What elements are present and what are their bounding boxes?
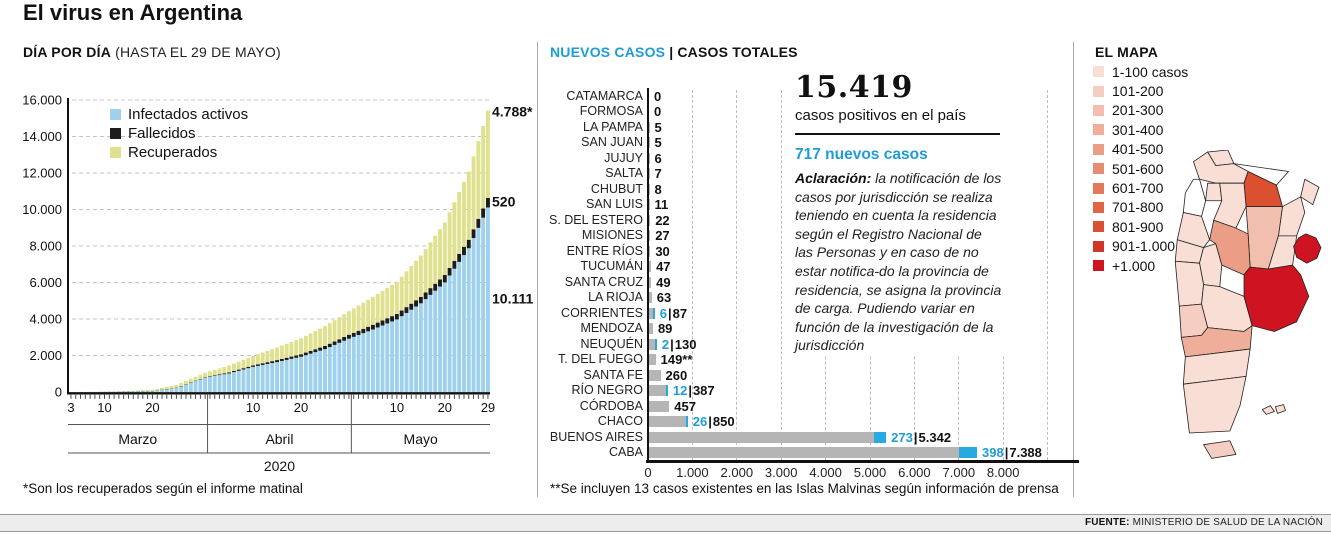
new-cases-bar	[874, 432, 886, 443]
province-misiones	[1301, 179, 1319, 204]
province-label: SANTA CRUZ	[564, 274, 643, 289]
province-label: LA RIOJA	[588, 290, 643, 304]
middle-x-tick-label: 1.000	[676, 465, 709, 480]
argentina-choropleth-map	[1155, 150, 1327, 472]
map-legend-swatch	[1093, 202, 1104, 213]
x-axis-tick-label: 3	[67, 400, 75, 415]
x-gridline	[736, 90, 737, 460]
y-axis-tick-label: 2.000	[29, 348, 62, 363]
map-legend-label: 201-300	[1112, 102, 1164, 119]
new-cases-value: 273	[891, 429, 913, 445]
row-value-label	[656, 259, 670, 274]
row-value-label	[656, 275, 670, 290]
map-panel-heading: EL MAPA	[1095, 44, 1159, 60]
province-label: SAN JUAN	[581, 135, 643, 149]
x-axis-tick-label: 10	[97, 400, 112, 415]
total-cases-bar	[649, 215, 650, 226]
total-cases-bar	[649, 184, 650, 195]
y-axis-tick-label: 8.000	[29, 238, 62, 254]
row-value-label	[666, 368, 688, 383]
total-cases-bar	[649, 432, 874, 443]
middle-heading-new: NUEVOS CASOS	[550, 44, 666, 60]
row-value-label	[661, 352, 693, 367]
province-label: CABA	[608, 445, 643, 459]
province-label: CHUBUT	[590, 181, 643, 196]
total-cases-value: 387	[692, 383, 715, 398]
month-label: Marzo	[118, 431, 158, 447]
map-legend-label: 901-1.000	[1112, 238, 1176, 255]
total-cases-bar	[649, 137, 650, 148]
province-label: ENTRE RÍOS	[566, 243, 643, 258]
map-legend-swatch	[1093, 124, 1104, 135]
row-value-label	[982, 445, 1042, 460]
value-separator: |	[708, 414, 712, 429]
source-bar	[0, 514, 1331, 532]
middle-x-tick-label: 4.000	[809, 465, 842, 480]
x-axis-tick-label: 20	[145, 400, 160, 415]
province-label: SAN LUIS	[586, 197, 643, 211]
row-value-label	[655, 213, 669, 228]
y-axis-tick-label: 10.000	[22, 202, 62, 217]
summary-divider	[795, 133, 1000, 135]
middle-x-axis	[646, 460, 1079, 463]
x-axis-tick-label: 10	[389, 400, 405, 415]
total-cases-value: 11	[654, 197, 669, 212]
new-cases-bar	[655, 339, 657, 350]
total-cases-value: 130	[674, 336, 697, 352]
row-value-label	[693, 414, 735, 429]
map-legend-swatch	[1093, 183, 1104, 194]
map-legend-item	[1093, 120, 1188, 139]
map-legend-label: 101-200	[1112, 83, 1164, 100]
new-cases-value: 26	[692, 414, 708, 429]
total-cases-number: 15.419	[795, 70, 913, 105]
row-value-label	[657, 290, 671, 305]
new-cases-bar	[959, 447, 977, 458]
province-buenos-aires	[1244, 265, 1309, 331]
x-axis-tick-label: 20	[293, 400, 309, 415]
province-tierra-del-fuego	[1204, 441, 1236, 459]
middle-heading-separator: |	[669, 44, 674, 60]
middle-x-tick-label: 0	[644, 465, 652, 480]
map-legend-swatch	[1093, 105, 1104, 116]
new-cases-value: 12	[672, 383, 688, 398]
clarification-note-lead: Aclaración:	[795, 170, 872, 186]
total-cases-bar	[649, 277, 651, 288]
total-cases-value: 6	[654, 150, 662, 166]
province-label: LA PAMPA	[583, 119, 643, 134]
middle-x-tick-label: 2.000	[720, 465, 754, 480]
map-legend-swatch	[1093, 241, 1104, 252]
total-cases-bar	[649, 122, 650, 133]
province-label: NEUQUÉN	[580, 336, 643, 351]
value-separator: |	[668, 305, 672, 321]
total-cases-bar	[649, 168, 650, 179]
row-value-label	[674, 399, 696, 414]
province-corrientes	[1278, 197, 1304, 236]
new-cases-value: 398	[982, 445, 1004, 460]
province-label: MISIONES	[581, 228, 643, 242]
row-value-label	[662, 337, 697, 352]
row-value-label	[655, 228, 669, 243]
row-value-label	[655, 166, 662, 181]
middle-x-tick-label: 5.000	[853, 465, 887, 480]
total-cases-bar	[649, 153, 650, 164]
total-cases-value: 8	[654, 181, 662, 197]
x-axis-tick-label: 10	[245, 400, 261, 415]
total-cases-bar	[649, 354, 656, 365]
province-label: BUENOS AIRES	[549, 429, 643, 444]
total-cases-value: 63	[656, 290, 672, 305]
total-cases-value: 30	[655, 243, 670, 259]
map-legend-label: 601-700	[1112, 180, 1164, 197]
middle-heading-total: CASOS TOTALES	[677, 44, 798, 60]
row-value-label	[655, 120, 662, 135]
left-footnote: *Son los recuperados según el informe matinal	[23, 481, 303, 496]
total-cases-bar	[649, 246, 650, 257]
left-heading-bold: DÍA POR DÍA	[23, 44, 112, 60]
map-legend-label: 701-800	[1112, 199, 1164, 216]
total-cases-value: 0	[654, 88, 662, 104]
total-cases-value: 5.342	[918, 429, 952, 445]
new-cases-bar	[653, 308, 655, 319]
summary-block	[795, 70, 1007, 355]
map-legend-swatch	[1093, 260, 1104, 271]
middle-footnote: **Se incluyen 13 casos existentes en las Islas Malvinas según información de prensa	[550, 481, 1059, 496]
total-cases-value: 5	[654, 135, 662, 150]
source-text: MINISTERIO DE SALUD DE LA NACIÓN	[1129, 517, 1323, 528]
total-cases-value: 89	[657, 321, 673, 336]
total-cases-value: 49	[656, 274, 671, 290]
islas-malvinas-west	[1262, 406, 1274, 415]
row-value-label	[655, 244, 669, 259]
value-separator: |	[670, 336, 674, 352]
total-cases-value: 850	[712, 414, 735, 429]
middle-x-tick-label: 6.000	[898, 465, 931, 480]
total-cases-value: 7	[654, 166, 662, 181]
y-axis-tick-label: 16.000	[22, 92, 62, 108]
map-legend-swatch	[1093, 163, 1104, 174]
province-label: TUCUMÁN	[580, 259, 643, 273]
value-separator: |	[913, 429, 918, 445]
total-cases-value: 457	[674, 398, 696, 414]
row-value-label	[891, 430, 951, 445]
y-axis-tick-label: 0	[54, 384, 62, 400]
total-cases-bar	[649, 230, 650, 241]
province-label: FORMOSA	[579, 104, 643, 118]
islas-malvinas-east	[1275, 405, 1285, 414]
total-cases-bar	[649, 401, 669, 412]
province-label: CÓRDOBA	[579, 398, 643, 413]
total-cases-value: 260	[665, 367, 688, 383]
total-cases-value: 0	[654, 104, 662, 119]
total-cases-bar	[649, 261, 651, 272]
province-label: CATAMARCA	[566, 88, 643, 103]
map-legend-swatch	[1093, 144, 1104, 155]
month-label: Mayo	[403, 431, 438, 447]
row-value-label	[654, 104, 661, 119]
province-label: CHACO	[597, 414, 643, 428]
map-legend-swatch	[1093, 221, 1104, 232]
total-cases-bar	[649, 385, 666, 396]
map-legend-label: 501-600	[1112, 160, 1164, 177]
total-cases-value: 149**	[660, 352, 693, 367]
province-santa-cruz	[1183, 376, 1246, 433]
map-legend-item	[1093, 81, 1188, 100]
series-end-value: 520	[492, 193, 516, 210]
province-label: SALTA	[605, 166, 643, 180]
page-title: El virus en Argentina	[23, 0, 243, 25]
total-cases-bar	[649, 416, 686, 427]
middle-x-tick-label: 8.000	[986, 465, 1020, 480]
x-axis-tick-label: 29	[480, 400, 496, 415]
total-cases-bar	[649, 292, 652, 303]
total-cases-value: 7.388	[1009, 445, 1042, 460]
middle-x-tick-label: 7.000	[942, 465, 976, 480]
row-value-label	[655, 182, 662, 197]
province-label: CORRIENTES	[561, 305, 643, 320]
map-legend-label: +1.000	[1112, 257, 1156, 274]
legend-label: Infectados activos	[128, 106, 249, 123]
map-legend-swatch	[1093, 66, 1104, 77]
province-tucuman	[1206, 183, 1222, 201]
map-legend-item	[1093, 101, 1188, 120]
month-label: Abril	[265, 431, 294, 447]
map-legend-label: 401-500	[1112, 141, 1164, 158]
x-axis-tick-label: 20	[437, 400, 453, 415]
total-cases-caption: casos positivos en el país	[795, 107, 966, 124]
y-axis-tick-label: 12.000	[22, 165, 62, 181]
map-legend-label: 1-100 casos	[1112, 63, 1189, 80]
province-label: SANTA FE	[583, 367, 643, 382]
row-value-label	[655, 135, 662, 150]
total-cases-bar	[649, 370, 661, 381]
value-separator: |	[1004, 445, 1009, 460]
province-catamarca	[1183, 179, 1205, 216]
row-value-label	[655, 197, 669, 212]
total-cases-value: 27	[655, 228, 670, 243]
total-cases-value: 87	[672, 305, 688, 321]
row-value-label	[660, 306, 687, 321]
province-caba-inset	[1294, 234, 1321, 263]
row-value-label	[658, 321, 672, 336]
province-label: T. DEL FUEGO	[558, 352, 643, 366]
map-legend-label: 801-900	[1112, 218, 1164, 235]
total-cases-bar	[649, 199, 650, 210]
total-cases-bar	[649, 447, 959, 458]
new-cases-bar	[666, 385, 668, 396]
source-label: FUENTE:	[1084, 517, 1130, 528]
total-cases-bar	[649, 323, 653, 334]
clarification-note-body: la notificación de los casos por jurisdicción se realiza teniendo en cuenta la residencia según el Registro Nacional de las Personas y en caso de no estar notifica-do la provincia de residencia, se asigna la provincia de carga. Pudiendo variar en función de la investigación de la jurisdicción	[795, 170, 1002, 354]
x-gridline	[781, 90, 782, 460]
map-legend-item	[1093, 62, 1188, 81]
new-cases-bar	[686, 416, 688, 427]
y-axis-tick-label: 6.000	[29, 275, 62, 290]
province-label: RÍO NEGRO	[571, 383, 643, 397]
series-end-value: 10.111	[492, 290, 534, 307]
row-value-label	[673, 383, 715, 398]
middle-x-tick-label: 3.000	[764, 465, 798, 480]
new-cases-label: 717 nuevos casos	[795, 146, 928, 163]
year-label: 2020	[263, 458, 296, 474]
new-cases-value: 6	[659, 305, 668, 321]
x-gridline	[1047, 90, 1048, 460]
new-cases-value: 2	[661, 336, 670, 352]
y-axis-tick-label: 4.000	[29, 311, 62, 327]
total-cases-value: 47	[656, 259, 671, 274]
row-value-label	[655, 151, 662, 166]
legend-label: Recuperados	[128, 144, 218, 161]
total-cases-value: 22	[655, 212, 670, 228]
left-heading-note: (HASTA EL 29 DE MAYO)	[111, 44, 281, 60]
province-mendoza	[1175, 261, 1203, 306]
row-value-label	[654, 89, 661, 104]
map-legend-label: 301-400	[1112, 121, 1164, 138]
total-cases-value: 5	[654, 119, 662, 135]
clarification-note	[795, 169, 1003, 355]
legend-label: Fallecidos	[128, 125, 196, 142]
series-end-value: 4.788*	[492, 103, 533, 120]
province-label: MENDOZA	[580, 321, 643, 335]
value-separator: |	[688, 383, 692, 398]
map-legend-swatch	[1093, 86, 1104, 97]
province-label: JUJUY	[604, 150, 643, 165]
province-label: S. DEL ESTERO	[548, 212, 643, 227]
y-axis-tick-label: 14.000	[22, 129, 62, 144]
